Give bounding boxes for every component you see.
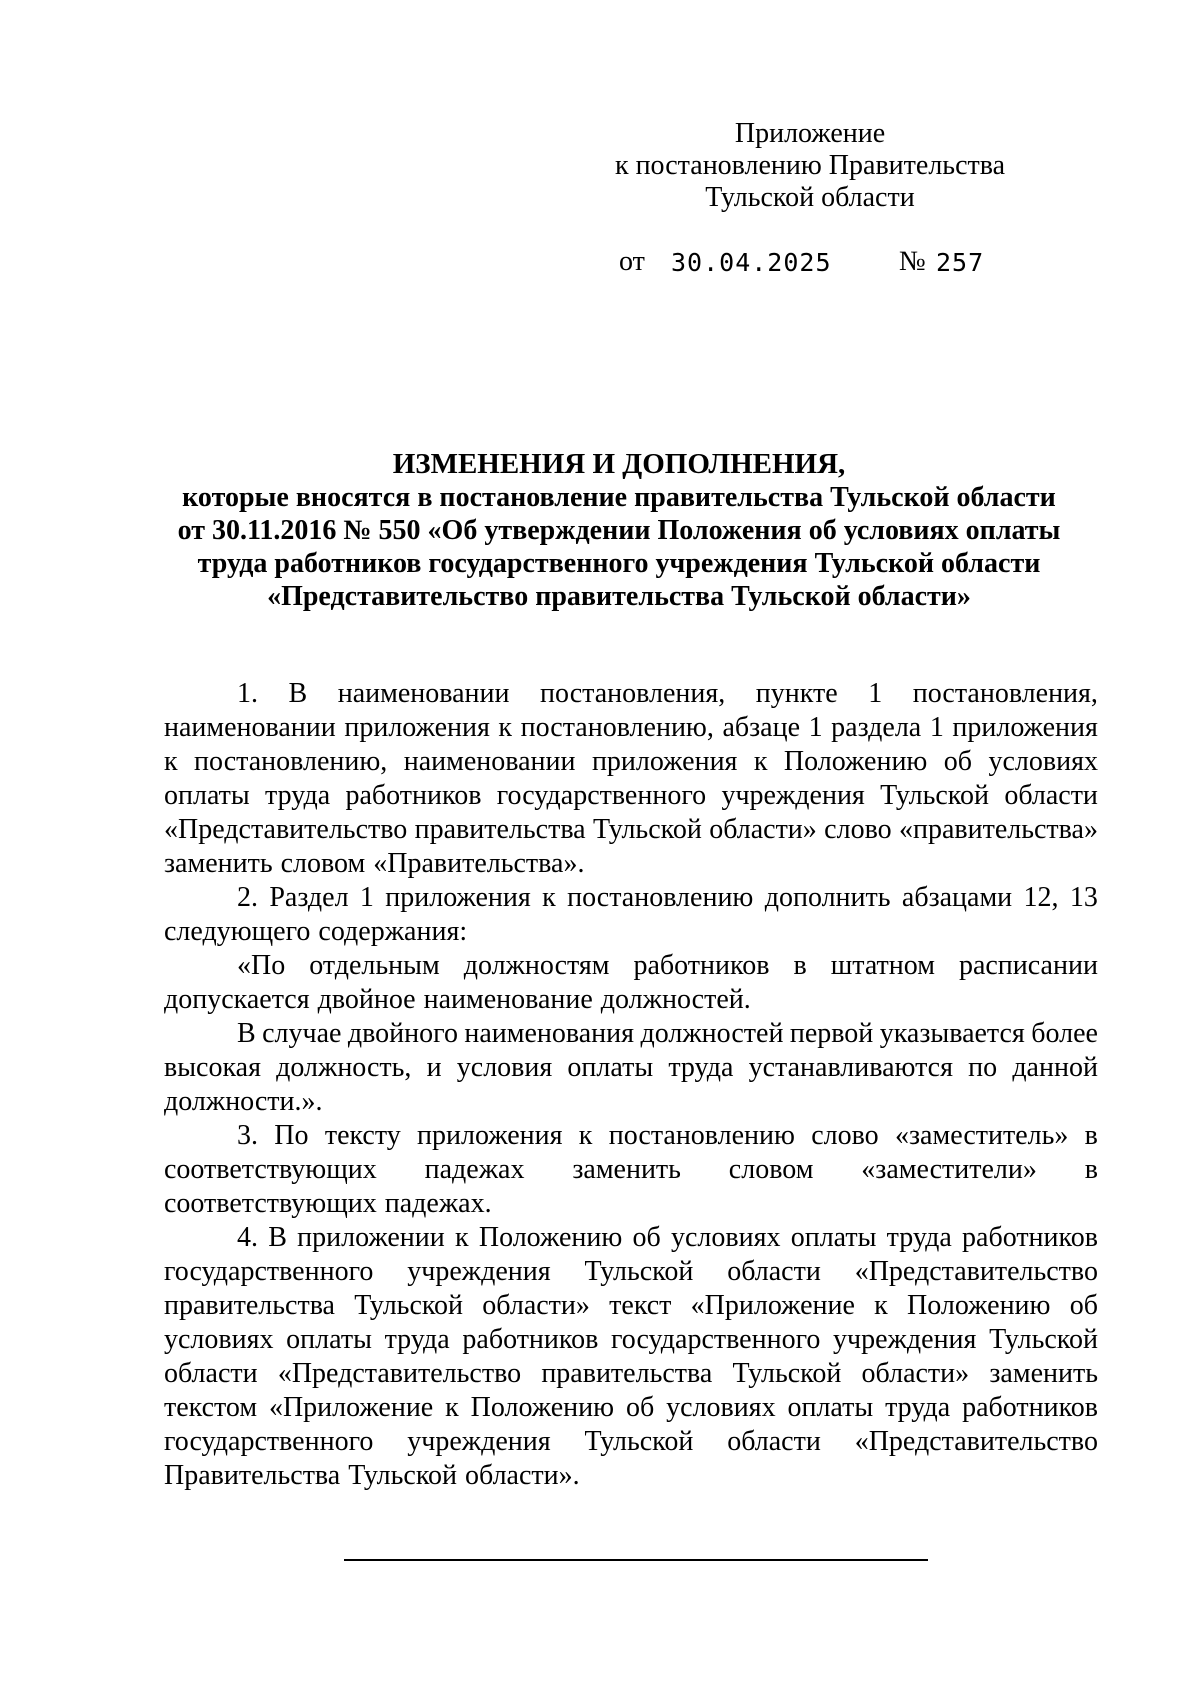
body-word: об (943, 746, 973, 777)
body-word: Положению (478, 1222, 623, 1253)
body-word: наименование (423, 984, 593, 1015)
body-word: в (1084, 1120, 1098, 1151)
body-line (164, 1017, 1098, 1051)
body-word: По (274, 1120, 309, 1151)
body-word: соответствующих (164, 1188, 377, 1219)
body-line (164, 1391, 1098, 1425)
body-word: «заместитель» (894, 1120, 1069, 1151)
body-line (164, 1221, 1098, 1255)
document-title (140, 448, 1098, 613)
body-word: труда (668, 1052, 734, 1083)
body-word: труда (886, 1222, 952, 1253)
body-word: наименовании (164, 712, 336, 743)
body-word: «Приложение (268, 1392, 434, 1423)
body-word: текстом (164, 1392, 258, 1423)
body-word: падежах (424, 1154, 525, 1185)
body-word: устанавливаются (748, 1052, 953, 1083)
body-word: наименования (464, 1018, 635, 1049)
body-word: 1 (929, 712, 944, 743)
body-word: области» (861, 1358, 970, 1389)
body-word: случае (262, 1018, 342, 1049)
body-word: В (288, 678, 308, 709)
body-word: работников (345, 780, 482, 811)
body-word: раздела (831, 712, 922, 743)
body-line (164, 1323, 1098, 1357)
body-word: двойного (347, 1018, 458, 1049)
body-word: работников (962, 1392, 1098, 1423)
body-word: 13 (1069, 882, 1098, 913)
body-word: об (1069, 1290, 1098, 1321)
body-word: должности.». (164, 1086, 323, 1117)
body-word: оплаты (286, 1324, 372, 1355)
body-word: штатном (830, 950, 935, 981)
body-word: области» (709, 814, 817, 845)
body-word: абзаце (722, 712, 801, 743)
body-word: двойное (317, 984, 416, 1015)
body-line (164, 711, 1098, 745)
body-word: оплаты (164, 780, 250, 811)
body-line (164, 949, 1098, 983)
body-word: допускается (164, 984, 310, 1015)
body-word: высокая (164, 1052, 261, 1083)
body-word: области (727, 1426, 821, 1457)
body-word: работников (962, 1222, 1098, 1253)
body-word: государственного (164, 1426, 374, 1457)
appendix-line-2: к постановлению Правительства (614, 150, 1006, 181)
body-word: государственного (496, 780, 707, 811)
body-word: Тульской (880, 780, 989, 811)
body-word: Правительства (164, 1460, 341, 1491)
body-word: должностей (640, 1018, 784, 1049)
body-word: в (1084, 1154, 1098, 1185)
title-line: от 30.11.2016 № 550 «Об утверждении Положения об условиях оплаты (177, 515, 1061, 546)
body-word: словом (728, 1154, 814, 1185)
body-word: 1 (359, 882, 374, 913)
title-line: которые вносятся в постановление правительства Тульской области (182, 482, 1056, 513)
body-word: области». (465, 1460, 580, 1491)
body-word: условиях (670, 1222, 781, 1253)
body-word: об (632, 1222, 661, 1253)
body-word: абзацами (901, 882, 1013, 913)
appendix-header (580, 118, 1040, 214)
body-word: постановлению (567, 882, 754, 913)
body-word: области» (482, 1290, 590, 1321)
body-word: должностей. (600, 984, 751, 1015)
body-word: указывается (879, 1018, 1025, 1049)
body-word: 1 (808, 712, 823, 743)
body-word: 3. (237, 1120, 258, 1151)
body-word: наименовании (337, 678, 510, 709)
body-word: В (268, 1222, 287, 1253)
body-line (164, 915, 1098, 949)
appendix-line-1: Приложение (734, 118, 886, 149)
body-word: приложения (591, 746, 738, 777)
body-word: к (455, 1222, 469, 1253)
body-word: заменить (989, 1358, 1098, 1389)
body-word: падежах. (384, 1188, 492, 1219)
title-heading: ИЗМЕНЕНИЯ И ДОПОЛНЕНИЯ, (392, 448, 846, 480)
body-line (164, 983, 1098, 1017)
body-word: 4. (237, 1222, 258, 1253)
body-word: постановлению, (520, 712, 714, 743)
body-word: к (445, 1392, 459, 1423)
body-word: к (164, 746, 178, 777)
body-word: В (237, 1018, 256, 1049)
body-word: оплаты (790, 1222, 877, 1253)
body-word: Положению (783, 746, 928, 777)
body-word: Раздел (269, 882, 349, 913)
body-word: приложения (385, 882, 531, 913)
body-word: работников (633, 950, 770, 981)
end-rule (344, 1559, 928, 1561)
body-word: Тульской (348, 1460, 458, 1491)
body-word: приложения (344, 712, 490, 743)
body-line (164, 745, 1098, 779)
body-word: приложения (952, 712, 1098, 743)
body-word: содержания: (318, 916, 468, 947)
body-word: условиях (988, 746, 1098, 777)
body-word: правительства (164, 1290, 335, 1321)
body-word: «правительства» (898, 814, 1098, 845)
body-word: учреждения (407, 1426, 551, 1457)
body-word: правительства (541, 1358, 713, 1389)
body-word: Положению (470, 1392, 615, 1423)
body-word: 12, (1023, 882, 1059, 913)
body-word: Тульской (584, 1256, 694, 1287)
body-word: заменить (572, 1154, 681, 1185)
body-word: учреждения (833, 1324, 977, 1355)
body-word: постановления, (912, 678, 1098, 709)
body-word: Тульской (592, 814, 702, 845)
body-word: постановлению (608, 1120, 795, 1151)
body-word: 1. (237, 678, 258, 709)
body-word: условиях (164, 1324, 274, 1355)
body-word: об (625, 1392, 655, 1423)
body-word: к (874, 1290, 888, 1321)
body-word: словом (280, 848, 366, 879)
body-line (164, 1051, 1098, 1085)
registration-number: 257 (936, 248, 985, 277)
body-word: постановления, (540, 678, 726, 709)
body-word: государственного (611, 1324, 821, 1355)
body-word: «Приложение (690, 1290, 855, 1321)
body-word: тексту (324, 1120, 401, 1151)
body-word: постановлению, (194, 746, 388, 777)
body-word: Тульской (354, 1290, 464, 1321)
body-word: «Правительства». (373, 848, 585, 879)
body-line (164, 1425, 1098, 1459)
registration-from-label: от (619, 246, 645, 277)
body-line (164, 1085, 1098, 1119)
title-line: «Представительство правительства Тульской области» (267, 581, 971, 612)
body-word: оплаты (567, 1052, 654, 1083)
body-word: должность, (276, 1052, 412, 1083)
body-line (164, 1357, 1098, 1391)
body-word: «Представительство (854, 1256, 1098, 1287)
body-word: области (727, 1256, 821, 1287)
body-word: условиях (666, 1392, 776, 1423)
body-word: Положению (907, 1290, 1051, 1321)
body-word: к (542, 882, 556, 913)
body-word: условия (456, 1052, 553, 1083)
body-word: заменить (164, 848, 273, 879)
body-word: должностям (463, 950, 610, 981)
body-word: приложения (417, 1120, 563, 1151)
body-line (164, 813, 1098, 847)
body-line (164, 1255, 1098, 1289)
appendix-line-3: Тульской области (705, 182, 915, 213)
body-word: труда (384, 1324, 450, 1355)
body-word: 2. (237, 882, 258, 913)
body-line (164, 1187, 1098, 1221)
body-word: государственного (164, 1256, 374, 1287)
body-word: наименовании (403, 746, 576, 777)
body-word: работников (462, 1324, 599, 1355)
body-word: области (164, 1358, 258, 1389)
body-line (164, 677, 1098, 711)
body-word: первой (789, 1018, 874, 1049)
body-word: «Представительство (164, 814, 408, 845)
body-line (164, 779, 1098, 813)
body-word: Тульской (732, 1358, 842, 1389)
body-word: учреждения (407, 1256, 551, 1287)
body-word: к (753, 746, 768, 777)
body-word: «Представительство (277, 1358, 522, 1389)
body-word: к (498, 712, 513, 743)
body-word: данной (1012, 1052, 1098, 1083)
body-word: области (1004, 780, 1098, 811)
body-word: по (968, 1052, 998, 1083)
body-word: текст (609, 1290, 672, 1321)
body-word: приложении (297, 1222, 445, 1253)
body-line (164, 1153, 1098, 1187)
body-word: «Представительство (854, 1426, 1098, 1457)
body-word: оплаты (787, 1392, 874, 1423)
document-body (164, 677, 1098, 1493)
registration-number-sign: № (899, 246, 926, 277)
body-word: следующего (164, 916, 311, 947)
title-line: труда работников государственного учреждения Тульской области (197, 548, 1041, 579)
body-word: в (793, 950, 807, 981)
body-word: Тульской (584, 1426, 694, 1457)
body-word: к (578, 1120, 593, 1151)
body-word: более (1031, 1018, 1098, 1049)
body-word: слово (824, 814, 892, 845)
body-word: «По (237, 950, 286, 981)
body-word: расписании (958, 950, 1098, 981)
body-word: слово (811, 1120, 879, 1151)
body-word: правительства (414, 814, 586, 845)
body-line (164, 847, 1098, 881)
body-word: отдельным (309, 950, 440, 981)
body-word: труда (265, 780, 331, 811)
body-word: пункте (755, 678, 838, 709)
body-word: «заместители» (861, 1154, 1037, 1185)
registration-date: 30.04.2025 (671, 248, 832, 277)
body-line (164, 881, 1098, 915)
body-word: и (426, 1052, 442, 1083)
body-line (164, 1289, 1098, 1323)
body-word: дополнить (764, 882, 891, 913)
body-word: труда (885, 1392, 951, 1423)
body-word: 1 (868, 678, 883, 709)
body-word: соответствующих (164, 1154, 377, 1185)
body-word: учреждения (721, 780, 865, 811)
body-line (164, 1119, 1098, 1153)
body-word: Тульской (989, 1324, 1098, 1355)
body-line (164, 1459, 1098, 1493)
